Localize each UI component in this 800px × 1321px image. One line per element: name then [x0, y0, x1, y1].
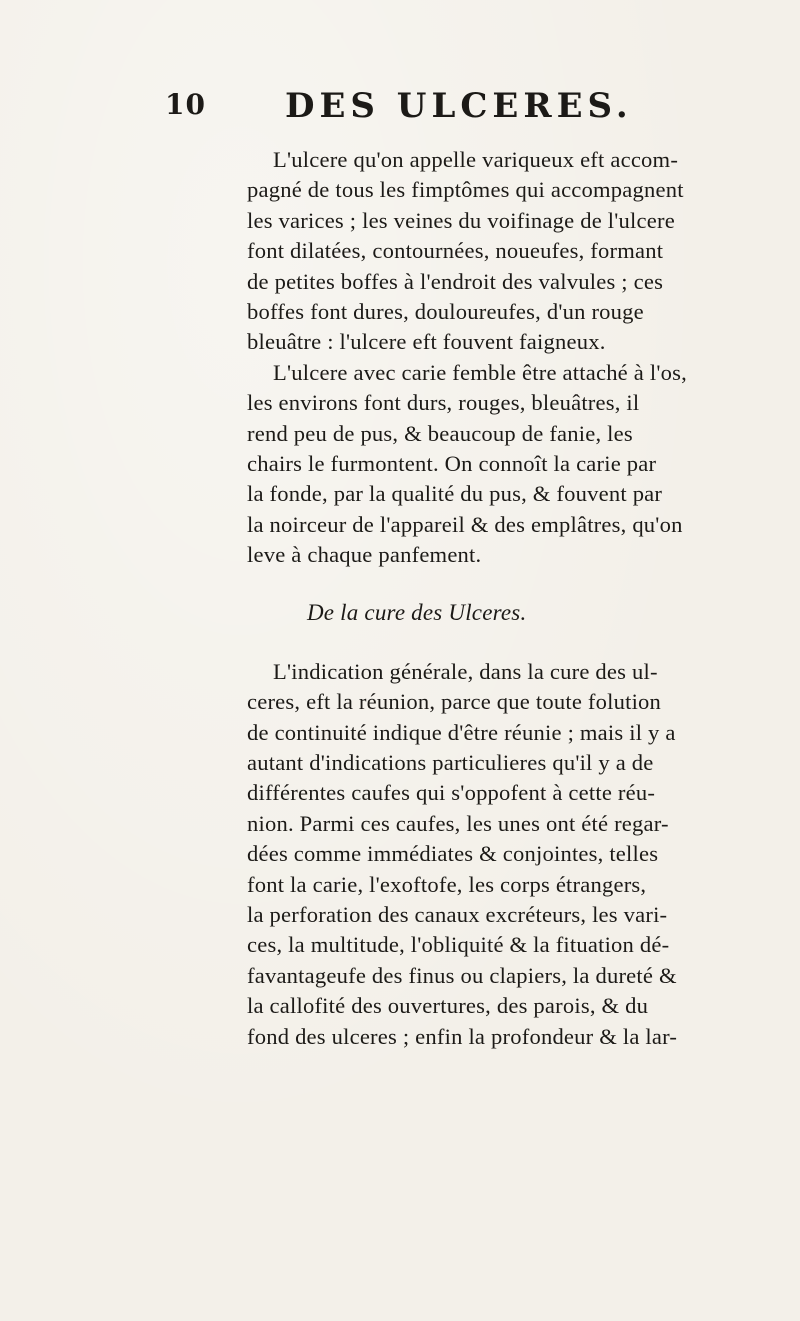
- text-line: leve à chaque panfement.: [247, 542, 482, 568]
- text-line: chairs le furmontent. On connoît la carie par: [247, 450, 657, 476]
- text-line: ces, la multitude, l'obliquité & la fituation dé-: [247, 932, 670, 958]
- text-line: font dilatées, contournées, noueufes, formant: [247, 238, 664, 264]
- text-line: font la carie, l'exoftofe, les corps étrangers,: [247, 871, 647, 897]
- text-line: la fonde, par la qualité du pus, & fouvent par: [247, 481, 663, 507]
- text-line: bleuâtre : l'ulcere eft fouvent faigneux.: [247, 329, 606, 355]
- text-line: les environs font durs, rouges, bleuâtres, il: [247, 390, 640, 416]
- text-line: boffes font dures, douloureufes, d'un rouge: [247, 298, 644, 324]
- text-line: la noirceur de l'appareil & des emplâtres, qu'on: [247, 511, 683, 537]
- text-line: ceres, eft la réunion, parce que toute folution: [247, 689, 662, 715]
- text-line: différentes caufes qui s'oppofent à cette réu-: [247, 780, 656, 806]
- paragraph-variqueux: [247, 145, 777, 358]
- text-line: autant d'indications particulieres qu'il y a de: [247, 750, 654, 776]
- text-line: nion. Parmi ces caufes, les unes ont été regar-: [247, 810, 669, 836]
- text-line: les varices ; les veines du voifinage de l'ulcere: [247, 207, 675, 233]
- running-title: DES ULCERES.: [285, 86, 633, 126]
- text-line: la perforation des canaux excréteurs, les vari-: [247, 902, 668, 927]
- paragraph-indication: [247, 657, 777, 1052]
- text-line: fond des ulceres ; enfin la profondeur & la lar-: [247, 1023, 678, 1049]
- text-line: L'ulcere qu'on appelle variqueux eft accom-: [273, 147, 679, 172]
- text-line: de continuité indique d'être réunie ; mais il y a: [247, 719, 676, 745]
- page-number: 10: [165, 88, 206, 121]
- body-text: [247, 145, 777, 1052]
- text-line: dées comme immédiates & conjointes, telles: [247, 841, 659, 867]
- text-line: favantageufe des finus ou clapiers, la dureté &: [247, 962, 677, 988]
- running-head: [165, 88, 765, 128]
- text-line: L'ulcere avec carie femble être attaché à l'os,: [273, 359, 687, 385]
- text-line: pagné de tous les fimptômes qui accompagnent: [247, 177, 684, 203]
- text-line: L'indication générale, dans la cure des ul-: [273, 658, 658, 684]
- text-line: la callofité des ouvertures, des parois, & du: [247, 993, 649, 1019]
- text-line: rend peu de pus, & beaucoup de fanie, les: [247, 420, 633, 446]
- section-heading: De la cure des Ulceres.: [307, 600, 527, 626]
- text-line: de petites boffes à l'endroit des valvules ; ces: [247, 268, 664, 294]
- paragraph-carie: [247, 358, 777, 571]
